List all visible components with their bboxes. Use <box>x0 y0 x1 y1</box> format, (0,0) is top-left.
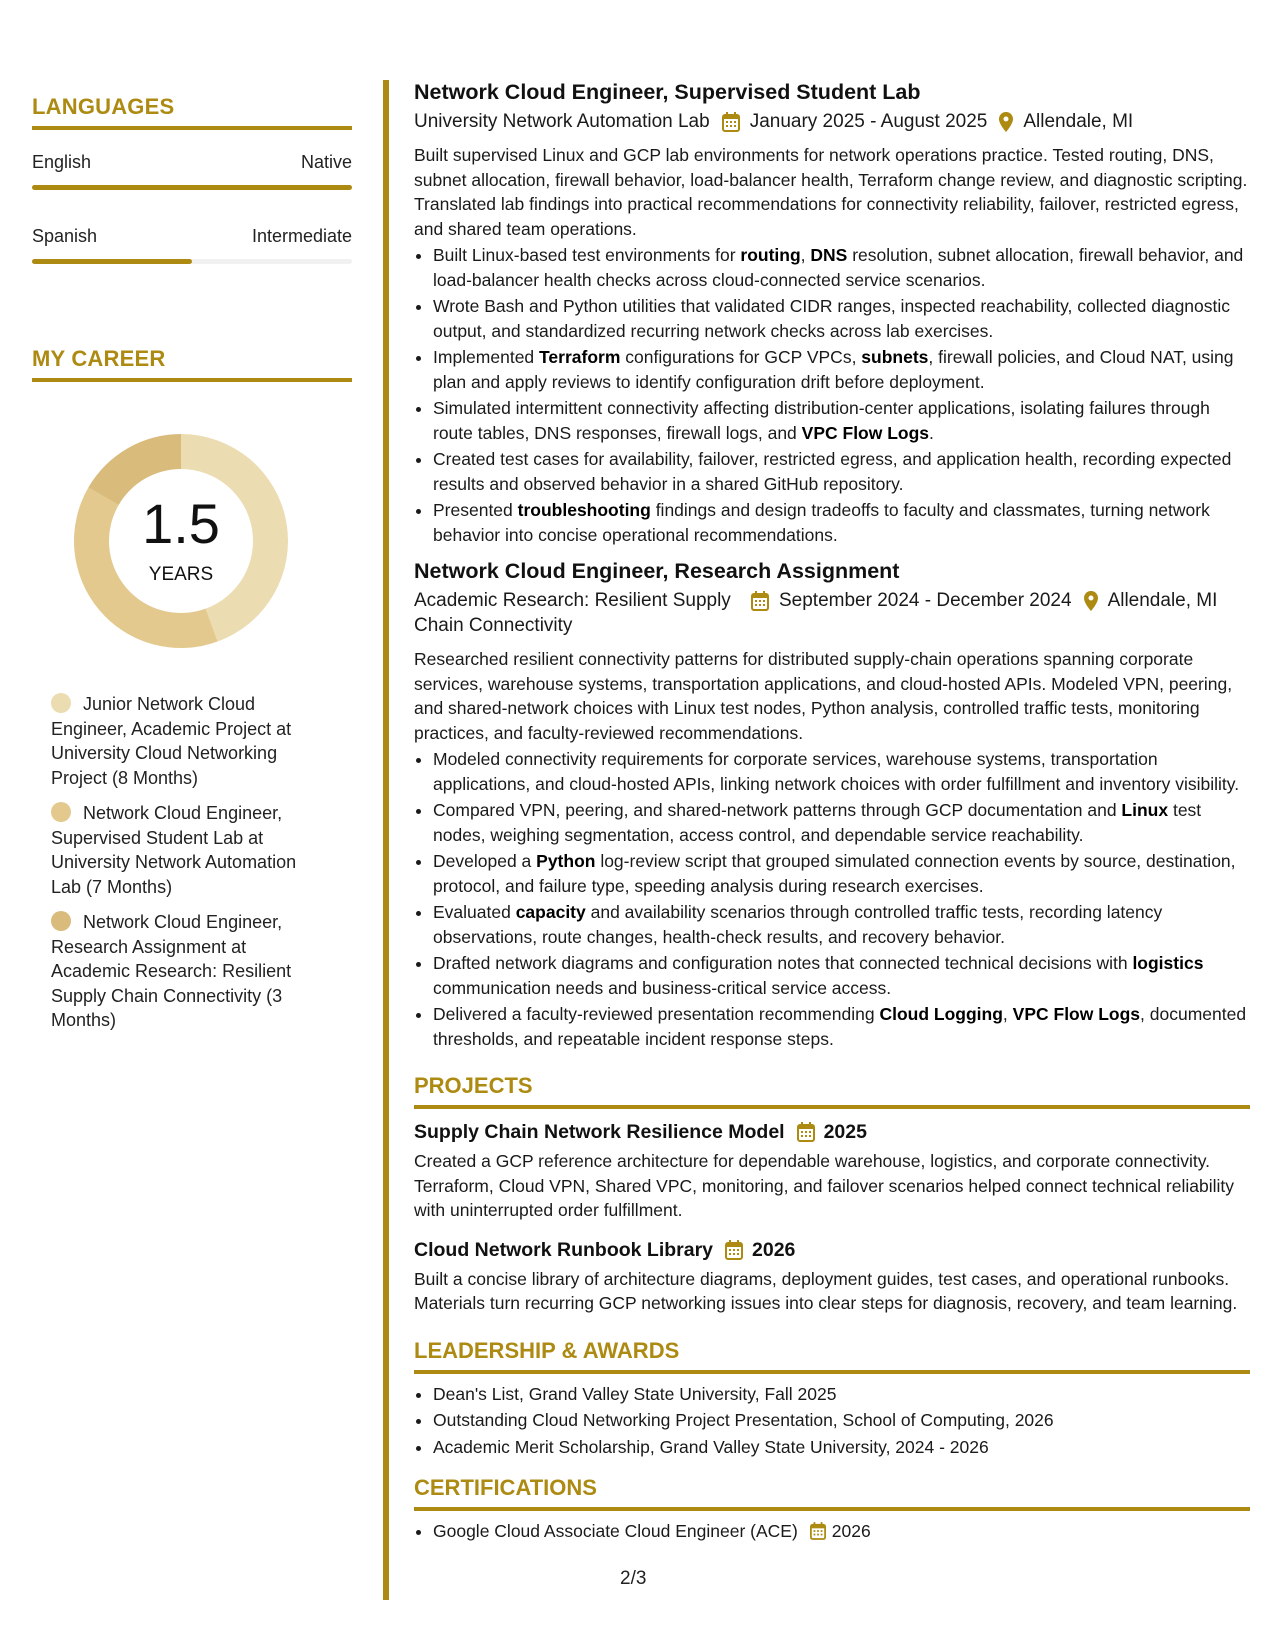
project-description: Created a GCP reference architecture for dependable warehouse, logistics, and corporate connectivity. Terraform, Cloud VPN, Shared VPC, monitoring, and failover scenarios helped connect technical reliability with uninterrupted order fulfillment. <box>414 1151 1234 1220</box>
bullet-text: Wrote Bash and Python utilities that validated CIDR ranges, inspected reachability, collected diagnostic output, and standardized recurring network checks across lab exercises. <box>433 296 1231 341</box>
calendar-icon <box>725 1240 743 1260</box>
language-proficiency-fill <box>32 259 192 264</box>
calendar-icon <box>722 112 740 132</box>
job-bullet <box>433 294 1250 343</box>
job-meta <box>414 109 1250 134</box>
bullet-text: , <box>1002 1004 1013 1024</box>
bullet-text: , <box>800 245 811 265</box>
languages-heading: LANGUAGES <box>32 94 352 130</box>
bullet-text: Implemented <box>433 347 540 367</box>
language-name: English <box>32 152 92 172</box>
job-bullet <box>433 1002 1250 1051</box>
job-entry <box>414 557 1250 1051</box>
legend-item <box>51 692 321 790</box>
bullet-keyword: routing <box>740 245 801 265</box>
certification-item <box>433 1519 1250 1544</box>
job-dates: January 2025 - August 2025 <box>749 111 988 132</box>
job-bullet <box>433 900 1250 949</box>
award-item: • Outstanding Cloud Networking Project Presentation, School of Computing, 2026 <box>433 1408 1250 1433</box>
bullet-text: resolution, subnet allocation, firewall behavior, and load-balancer health checks across cloud-connected service scenarios. <box>433 245 1244 290</box>
left-column <box>32 94 352 1044</box>
job-bullet <box>433 345 1250 394</box>
calendar-icon <box>797 1122 815 1142</box>
project-entry <box>414 1119 1250 1223</box>
language-name: Spanish <box>32 226 98 246</box>
job-title: Network Cloud Engineer, Research Assignment <box>414 559 900 583</box>
bullet-text: . <box>929 422 934 443</box>
language-proficiency-bar <box>32 259 352 264</box>
language-proficiency-bar <box>32 185 352 190</box>
legend-label: Junior Network Cloud Engineer, Academic Project at University Cloud Networking Project (8 Months) <box>51 694 292 788</box>
bullet-text: Delivered a faculty-reviewed presentation recommending <box>433 1004 880 1024</box>
certification-year: 2026 <box>831 1521 871 1541</box>
bullet-text: Created test cases for availability, failover, restricted egress, and application health, recording expected results and observed behavior in a shared GitHub repository. <box>433 449 1232 494</box>
bullet-keyword: capacity <box>515 902 586 922</box>
bullet-text: , firewall policies, and Cloud NAT, using plan and apply reviews to identify configuration drift before deployment. <box>433 347 1234 392</box>
calendar-icon <box>751 591 769 611</box>
language-item <box>32 226 352 264</box>
project-description: Built a concise library of architecture diagrams, deployment guides, test cases, and operational runbooks. Materials turn recurring GCP networking issues into clear steps for diagnosis, recovery, and team learning. <box>414 1268 1238 1313</box>
right-column <box>414 78 1250 1546</box>
legend-label: Network Cloud Engineer, Research Assignment at Academic Research: Resilient Supply Chain Connectivity (3 Months) <box>51 912 292 1030</box>
awards-heading: LEADERSHIP & AWARDS <box>414 1338 1250 1374</box>
legend-item <box>51 801 321 899</box>
bullet-text: , documented thresholds, and repeatable incident response steps. <box>433 1004 1247 1049</box>
job-bullet <box>433 447 1250 496</box>
bullet-text: Compared VPN, peering, and shared-network patterns through GCP documentation and <box>433 800 1122 820</box>
career-legend <box>51 692 321 1033</box>
job-bullet <box>433 396 1250 445</box>
job-location: Allendale, MI <box>1023 111 1134 132</box>
job-meta <box>414 588 1250 638</box>
language-level: Native <box>300 152 352 172</box>
job-summary: Researched resilient connectivity patterns for distributed supply-chain operations spanning corporate services, warehouse systems, transportation applications, and cloud-hosted APIs. Modeled VPN, peering, and shared-network choices with Linux test nodes, Python analysis, controlled traffic tests, monitoring practices, and faculty-reviewed recommendations. <box>414 649 1233 743</box>
calendar-icon <box>810 1522 826 1540</box>
career-total-value: 1.5 <box>142 492 220 555</box>
awards-list <box>414 1382 1250 1460</box>
certification-name: • Google Cloud Associate Cloud Engineer (ACE) <box>433 1521 798 1541</box>
bullet-text: Drafted network diagrams and configuration notes that connected technical decisions with <box>433 953 1133 973</box>
language-proficiency-fill <box>32 185 352 190</box>
page-number: 2/3 <box>620 1568 647 1589</box>
bullet-keyword: Terraform <box>539 347 621 367</box>
job-bullet <box>433 243 1250 292</box>
legend-label: Network Cloud Engineer, Supervised Student Lab at University Network Automation Lab (7 Months) <box>51 803 297 897</box>
bullet-text: Developed a <box>433 851 537 871</box>
job-bullet <box>433 747 1250 796</box>
project-entry <box>414 1237 1250 1316</box>
project-year: 2025 <box>823 1121 867 1143</box>
award-item: • Dean's List, Grand Valley State University, Fall 2025 <box>433 1382 1250 1407</box>
job-title: Network Cloud Engineer, Supervised Student Lab <box>414 80 921 104</box>
column-divider <box>383 80 389 1600</box>
job-bullet <box>433 849 1250 898</box>
legend-dot <box>51 911 71 931</box>
career-total-unit: YEARS <box>148 564 214 585</box>
job-bullets <box>414 243 1250 547</box>
bullet-keyword: DNS <box>810 245 848 265</box>
bullet-keyword: Cloud Logging <box>879 1004 1003 1024</box>
bullet-text: communication needs and business-critical service access. <box>433 977 892 998</box>
bullet-text: Presented <box>433 500 518 520</box>
job-bullets <box>414 747 1250 1051</box>
job-bullet <box>433 951 1250 1000</box>
bullet-keyword: Python <box>536 851 596 871</box>
project-title: Cloud Network Runbook Library <box>414 1238 714 1261</box>
bullet-text: findings and design tradeoffs to faculty and classmates, turning network behavior into concise operational recommendations. <box>433 500 1210 545</box>
bullet-text: Modeled connectivity requirements for corporate services, warehouse systems, transportation applications, and cloud-hosted APIs, linking network choices with order fulfillment and inventory visibility. <box>433 749 1240 794</box>
legend-item <box>51 910 321 1033</box>
job-entry <box>414 78 1250 547</box>
certifications-heading: CERTIFICATIONS <box>414 1475 1250 1511</box>
map-pin-icon <box>1084 591 1098 611</box>
bullet-keyword: Linux <box>1121 800 1169 820</box>
bullet-keyword: troubleshooting <box>517 500 651 520</box>
award-item: • Academic Merit Scholarship, Grand Valley State University, 2024 - 2026 <box>433 1435 1250 1460</box>
legend-dot <box>51 802 71 822</box>
bullet-text: Built Linux-based test environments for <box>433 245 741 265</box>
career-donut-chart <box>66 426 296 656</box>
job-bullet <box>433 798 1250 847</box>
job-org: Academic Research: Resilient Supply Chain Connectivity <box>414 590 731 636</box>
job-summary: Built supervised Linux and GCP lab environments for network operations practice. Tested routing, DNS, subnet allocation, firewall behavior, load-balancer health, Terraform change review, and diagnostic scripting. Translated lab findings into practical recommendations for connectivity reliability, failover, restricted egress, and shared team operations. <box>414 145 1248 239</box>
bullet-text: configurations for GCP VPCs, <box>620 347 862 367</box>
bullet-keyword: VPC Flow Logs <box>1012 1004 1141 1024</box>
career-heading: MY CAREER <box>32 346 352 382</box>
job-dates: September 2024 - December 2024 <box>779 590 1072 611</box>
project-year: 2026 <box>752 1238 796 1261</box>
bullet-text: Simulated intermittent connectivity affecting distribution-center applications, isolating failures through route tables, DNS responses, firewall logs, and <box>433 398 1210 443</box>
map-pin-icon <box>999 112 1013 132</box>
bullet-text: log-review script that grouped simulated connection events by source, destination, protocol, and failure type, speeding analysis during research exercises. <box>433 851 1236 896</box>
language-level: Intermediate <box>251 226 352 246</box>
project-title: Supply Chain Network Resilience Model <box>414 1121 785 1143</box>
bullet-keyword: logistics <box>1132 953 1204 973</box>
bullet-text: Evaluated <box>433 902 516 922</box>
bullet-text: test nodes, weighing segmentation, access control, and dependable service reachability. <box>433 800 1202 845</box>
job-bullet <box>433 498 1250 547</box>
bullet-keyword: subnets <box>861 347 929 367</box>
bullet-text: and availability scenarios through controlled traffic tests, recording latency observations, route changes, health-check results, and recovery behavior. <box>433 902 1163 947</box>
bullet-keyword: VPC Flow Logs <box>801 422 930 443</box>
job-org: University Network Automation Lab <box>414 111 710 132</box>
projects-heading: PROJECTS <box>414 1073 1250 1109</box>
legend-dot <box>51 693 71 713</box>
job-location: Allendale, MI <box>1107 590 1218 611</box>
language-item <box>32 152 352 190</box>
certifications-list <box>414 1519 1250 1544</box>
